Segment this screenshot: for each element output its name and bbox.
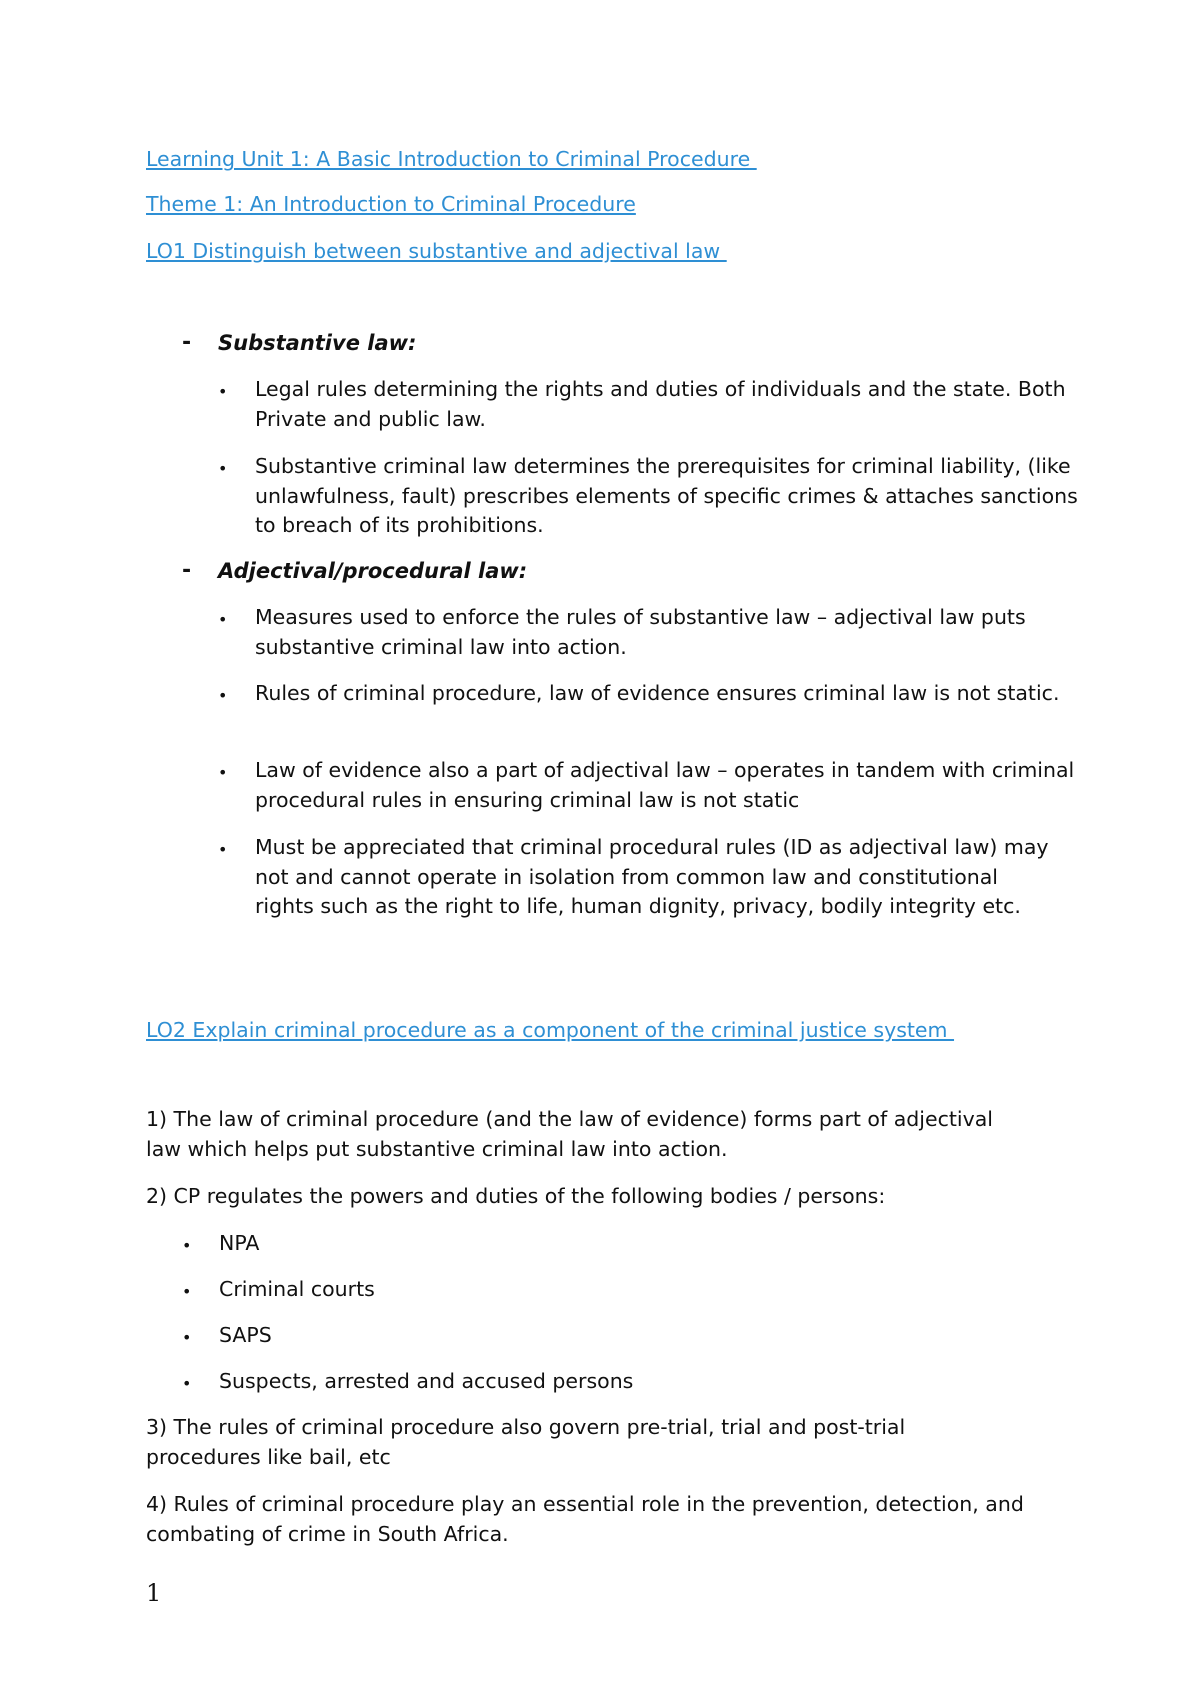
- bullet-marker: •: [218, 382, 228, 401]
- adjectival-bullet-1: Measures used to enforce the rules of substantive law – adjectival law puts substantive criminal law into action.: [255, 605, 1026, 659]
- body-item-npa: NPA: [219, 1231, 260, 1255]
- bullet-marker: •: [182, 1328, 192, 1347]
- substantive-bullet-2: Substantive criminal law determines the prerequisites for criminal liability, (like unlawfulness, fault) prescribes elements of specific crimes & attaches sanctions to breach of its prohibitions.: [255, 454, 1078, 537]
- bullet-marker: •: [218, 459, 228, 478]
- dash-marker: -: [182, 558, 192, 583]
- heading-learning-unit[interactable]: Learning Unit 1: A Basic Introduction to Criminal Procedure: [146, 147, 757, 171]
- substantive-bullet-1: Legal rules determining the rights and duties of individuals and the state. Both Private and public law.: [255, 377, 1066, 431]
- bullet-marker: •: [218, 840, 228, 859]
- heading-theme[interactable]: Theme 1: An Introduction to Criminal Procedure: [146, 192, 636, 216]
- heading-lo2[interactable]: LO2 Explain criminal procedure as a component of the criminal justice system: [146, 1018, 955, 1042]
- body-item-suspects: Suspects, arrested and accused persons: [219, 1369, 634, 1393]
- adjectival-bullet-3: Law of evidence also a part of adjectival law – operates in tandem with criminal procedural rules in ensuring criminal law is not static: [255, 758, 1075, 812]
- adjectival-bullet-2: Rules of criminal procedure, law of evidence ensures criminal law is not static.: [255, 681, 1060, 705]
- bullet-marker: •: [218, 763, 228, 782]
- adjectival-bullet-4: Must be appreciated that criminal procedural rules (ID as adjectival law) may not and cannot operate in isolation from common law and constitutional rights such as the right to life, human dignity, privacy, bodily integrity etc.: [255, 835, 1049, 918]
- page-number: 1: [146, 1579, 162, 1607]
- bullet-marker: •: [218, 610, 228, 629]
- bullet-marker: •: [182, 1236, 192, 1255]
- adjectival-law-heading: Adjectival/procedural law:: [218, 559, 528, 583]
- body-item-criminal-courts: Criminal courts: [219, 1277, 375, 1301]
- lo2-point-3: 3) The rules of criminal procedure also govern pre-trial, trial and post-trial procedures like bail, etc: [146, 1415, 906, 1469]
- bullet-marker: •: [218, 686, 228, 705]
- lo2-point-4: 4) Rules of criminal procedure play an essential role in the prevention, detection, and combating of crime in South Africa.: [146, 1492, 1024, 1546]
- heading-lo1[interactable]: LO1 Distinguish between substantive and adjectival law: [146, 239, 727, 263]
- body-item-saps: SAPS: [219, 1323, 272, 1347]
- substantive-law-heading: Substantive law:: [218, 331, 417, 355]
- dash-marker: -: [182, 330, 192, 355]
- lo2-point-1: 1) The law of criminal procedure (and the law of evidence) forms part of adjectival law which helps put substantive criminal law into action.: [146, 1107, 993, 1161]
- bullet-marker: •: [182, 1374, 192, 1393]
- bullet-marker: •: [182, 1282, 192, 1301]
- lo2-point-2: 2) CP regulates the powers and duties of the following bodies / persons:: [146, 1184, 886, 1208]
